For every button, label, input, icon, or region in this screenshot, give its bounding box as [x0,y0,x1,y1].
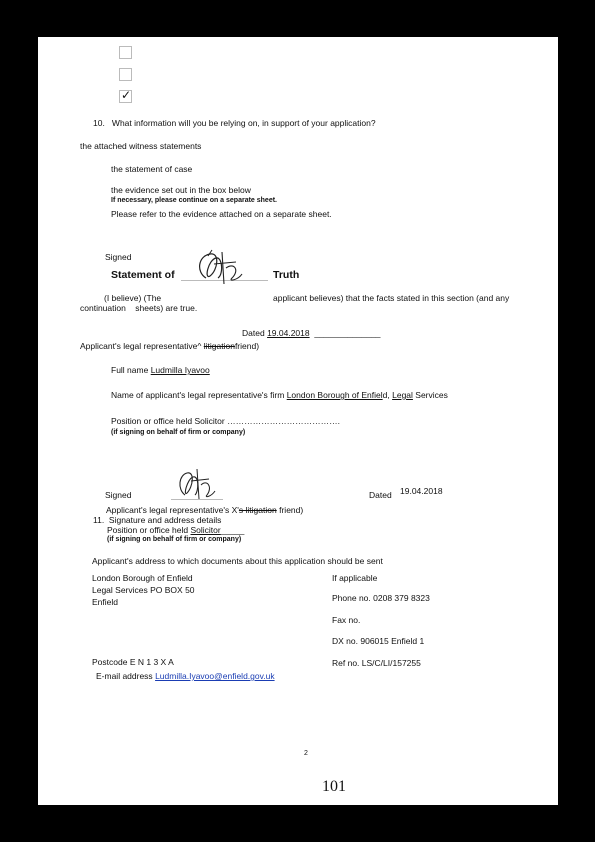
address-line-3: Enfield [92,597,118,607]
firm-name-label: Name of applicant's legal representative's firm [111,390,285,400]
full-name-label: Full name [111,365,149,375]
section-11-heading: 11. Signature and address details [93,515,222,525]
signed-label: Signed [105,252,132,262]
checkbox-witness-statements[interactable] [119,46,132,59]
email-link[interactable]: Ludmilla.Iyavoo@enfield.gov.uk [155,671,275,681]
position-label: Position or office held [111,416,193,426]
belief-line-left: (I believe) (The [104,293,162,303]
fax-field: Fax no. [332,615,361,625]
position-field-2: Position or office held Solicitor_____ [107,525,245,535]
signed-label-2: Signed [105,490,132,500]
position-field-1: Position or office held Solicitor …………………………………. [111,416,340,426]
document-page [38,37,558,805]
firm-name-field: Name of applicant's legal representative's firm London Borough of Enfield, Legal Services [111,390,448,400]
checkbox-statement-of-case[interactable] [119,68,132,81]
belief-line-right: applicant believes) that the facts stated in this section (and any [273,293,510,303]
representative-line-1: Applicant's legal representative^ litigationfriend) [80,341,260,351]
address-heading: Applicant's address to which documents about this application should be sent [92,556,383,566]
page-number: 2 [304,750,308,757]
address-line-1: London Borough of Enfield [92,573,193,583]
firm-note-2: (if signing on behalf of firm or company) [107,536,242,543]
dated-value-2: 19.04.2018 [400,486,443,496]
signature-image-1 [188,248,248,290]
option-evidence-box: the evidence set out in the box below [111,185,251,195]
option-witness-statements: the attached witness statements [80,141,202,151]
address-line-2: Legal Services PO BOX 50 [92,585,195,595]
signature-line-2 [171,499,223,500]
dated-field-1: Dated 19.04.2018 ______________ [242,328,381,338]
full-name-field [111,365,210,375]
question-10-number: 10. [93,118,105,128]
continuation-note: If necessary, please continue on a separate sheet. [111,197,277,204]
option-statement-of-case: the statement of case [111,164,193,174]
question-10 [93,118,376,128]
checkbox-evidence-box[interactable] [119,90,132,103]
evidence-text: Please refer to the evidence attached on a separate sheet. [111,209,332,219]
bundle-page-number: 101 [322,778,346,795]
belief-line-2: continuation sheets) are true. [80,303,198,313]
representative-line-2: Applicant's legal representative's X's litigation friend) [106,505,304,515]
ref-field: Ref no. LS/C/LI/157255 [332,658,421,668]
question-10-text: What information will you be relying on, in support of your application? [111,118,376,128]
full-name-value: Ludmilla Iyavoo [150,365,210,375]
checkmark-icon: ✓ [121,88,132,102]
postcode-field: Postcode E N 1 3 X A [92,657,174,667]
signature-image-2 [173,467,217,503]
if-applicable-label: If applicable [332,573,378,583]
firm-note-1: (if signing on behalf of firm or company) [111,429,246,436]
dx-field: DX no. 906015 Enfield 1 [332,636,425,646]
dated-label: Dated [242,328,265,338]
phone-field: Phone no. 0208 379 8323 [332,593,430,603]
position-value: Solicitor [194,416,225,426]
email-field: E-mail address Ludmilla.Iyavoo@enfield.gov.uk [96,671,275,681]
dated-label-2: Dated [369,490,392,500]
dated-value: 19.04.2018 [267,328,310,338]
statement-of-truth-left: Statement of [111,269,175,281]
statement-of-truth-right: Truth [273,269,300,281]
